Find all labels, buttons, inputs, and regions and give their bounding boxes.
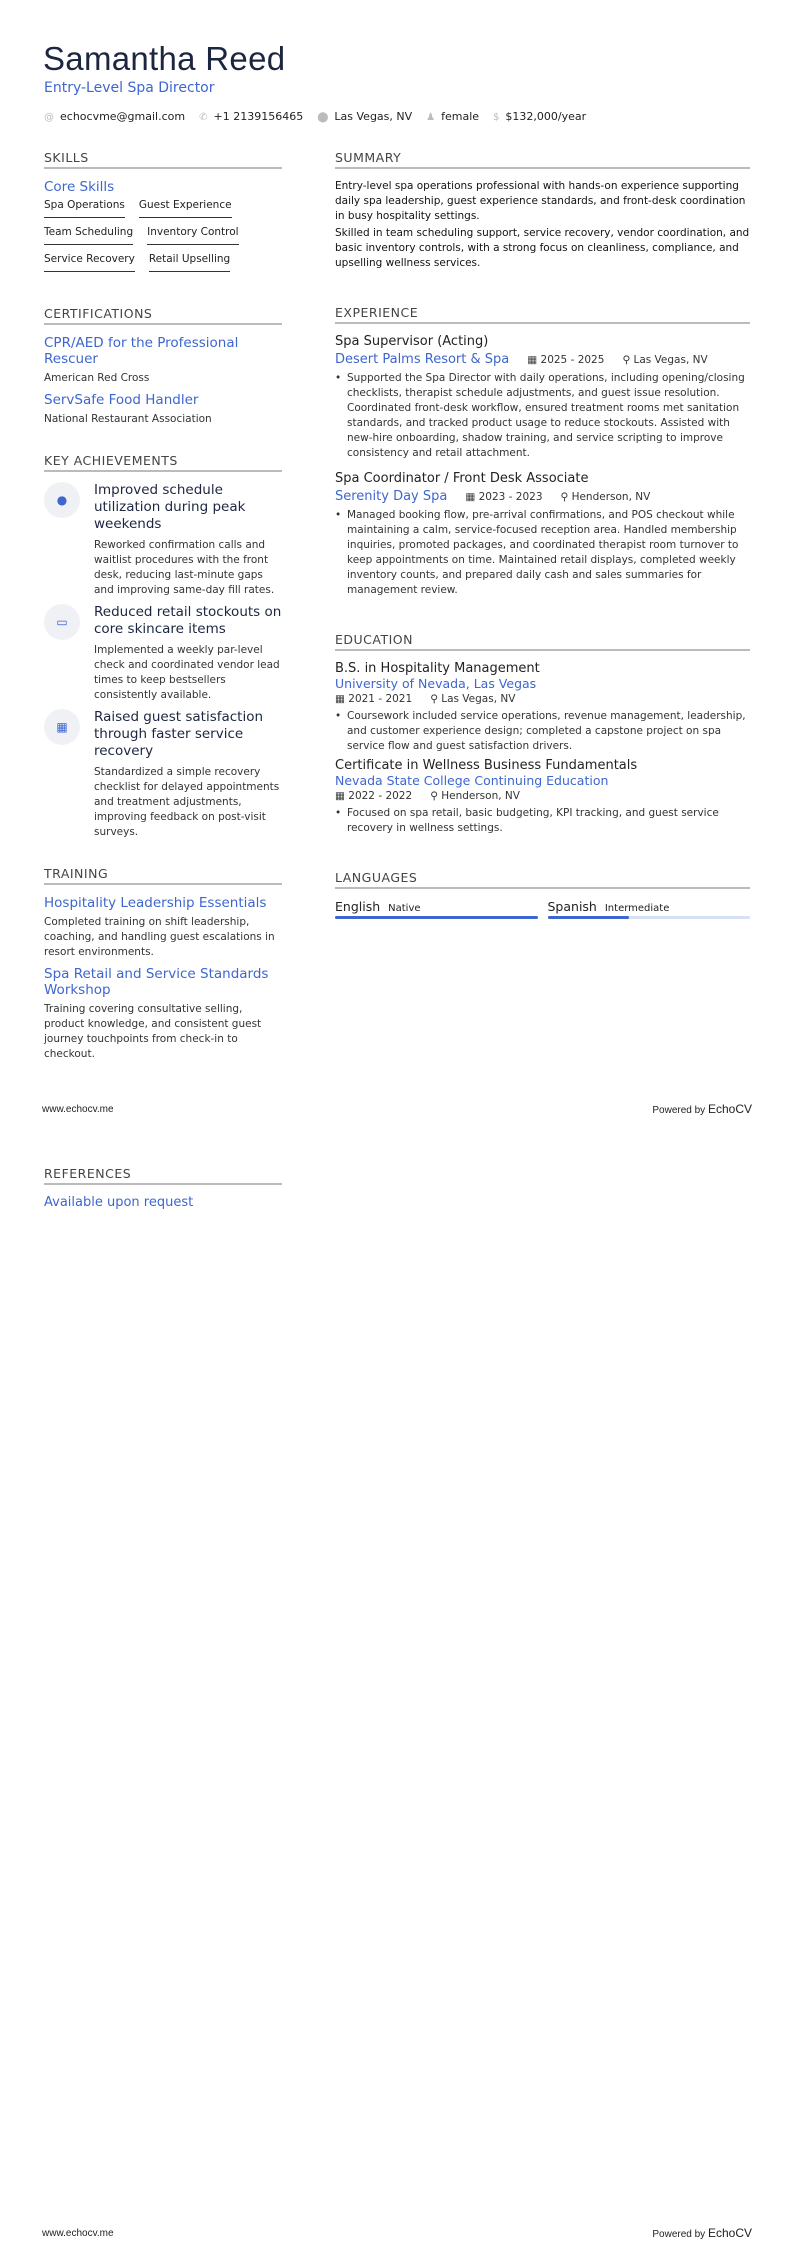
language-bar	[335, 916, 538, 919]
achievement-title: Improved schedule utilization during peak weekends	[94, 482, 246, 532]
language-name: Spanish	[547, 899, 597, 914]
calendar-icon: ▦	[527, 353, 541, 366]
skill-list	[44, 199, 282, 272]
cert-name: CPR/AED for the Professional Rescuer	[44, 335, 239, 367]
achievement-item	[44, 482, 282, 598]
summary-section	[335, 150, 750, 271]
language-bar-fill	[335, 916, 538, 919]
skill-item: Inventory Control	[147, 226, 238, 245]
section-heading: KEY ACHIEVEMENTS	[44, 453, 282, 472]
education-item	[335, 758, 750, 836]
calendar-icon: ▦	[335, 693, 349, 705]
job-location: ⚲ Las Vegas, NV	[622, 353, 708, 366]
achievement-text: Implemented a weekly par-level check and coordinated vendor lead times to keep bestsellers consistently available.	[94, 644, 280, 701]
language-level: Intermediate	[604, 903, 670, 914]
edu-dates: ▦ 2022 - 2022	[335, 790, 413, 802]
achievement-title: Raised guest satisfaction through faster service recovery	[94, 709, 264, 759]
company-name: Serenity Day Spa	[335, 489, 448, 504]
section-heading: LANGUAGES	[335, 870, 750, 889]
calendar-icon: ▦	[44, 709, 80, 745]
references-text: Available upon request	[44, 1195, 194, 1210]
job-bullet: • Managed booking flow, pre-arrival confirmations, and POS checkout while maintaining a calm, service-focused reception area. Handled membership inquiries, promoted packages, and coordinated therapist room turnover to keep appointments on time. Maintained retail displays, completed weekly inventory counts, and prepared daily cash and sales summaries for management review.	[335, 508, 750, 598]
section-heading: TRAINING	[44, 866, 282, 885]
location-icon: ⚲	[560, 490, 572, 503]
references-section	[44, 1166, 282, 1214]
edu-location: ⚲ Las Vegas, NV	[430, 693, 516, 705]
brand-logo: EchoCV	[707, 1102, 752, 1116]
skill-item: Retail Upselling	[149, 253, 230, 272]
footer-url[interactable]: www.echocv.me	[42, 1104, 114, 1115]
degree: B.S. in Hospitality Management	[335, 661, 540, 676]
section-heading: EDUCATION	[335, 632, 750, 651]
calendar-icon: ▦	[465, 490, 479, 503]
job-dates: ▦ 2023 - 2023	[465, 490, 543, 503]
section-heading: CERTIFICATIONS	[44, 306, 282, 325]
achievement-title: Reduced retail stockouts on core skincare items	[94, 604, 282, 637]
footer-url[interactable]: www.echocv.me	[42, 2228, 114, 2239]
job-bullet: • Supported the Spa Director with daily operations, including opening/closing checklists, therapist schedule adjustments, and guest issue resolution. Coordinated front-desk workflow, ensured treatment rooms met sanitation standards, and tracked product usage to reduce stockouts. Assisted with new-hire onboarding, shadow training, and service scripting to improve consistency and retail attachment.	[335, 371, 750, 461]
calendar-icon: ▦	[335, 790, 349, 802]
candidate-title: Entry-Level Spa Director	[44, 80, 215, 96]
edu-location: ⚲ Henderson, NV	[430, 790, 520, 802]
certifications-section	[44, 306, 282, 427]
company-name: Desert Palms Resort & Spa	[335, 352, 510, 367]
experience-item	[335, 471, 750, 598]
education-item	[335, 661, 750, 754]
user-icon: ♟	[426, 112, 436, 123]
footer-powered: Powered by EchoCV	[652, 1102, 752, 1116]
footer-powered: Powered by EchoCV	[652, 2226, 752, 2240]
job-title: Spa Supervisor (Acting)	[335, 334, 489, 349]
cert-issuer: National Restaurant Association	[44, 413, 212, 425]
language-bar	[548, 916, 751, 919]
language-level: Native	[388, 903, 421, 914]
contact-location: ⬤ Las Vegas, NV	[317, 110, 413, 123]
skill-item: Spa Operations	[44, 199, 125, 218]
achievement-item	[44, 709, 282, 840]
edu-bullet: • Focused on spa retail, basic budgeting, KPI tracking, and guest service recovery in wellness settings.	[335, 806, 750, 836]
dollar-icon: $	[493, 112, 500, 123]
location-icon: ⚲	[622, 353, 634, 366]
at-icon: @	[44, 112, 54, 123]
cert-issuer: American Red Cross	[44, 372, 150, 384]
education-section	[335, 632, 750, 836]
section-heading: REFERENCES	[44, 1166, 282, 1185]
training-section	[44, 866, 282, 1062]
contact-bar	[44, 110, 586, 123]
summary-text: Entry-level spa operations professional with hands-on experience supporting daily spa leadership, guest experience standards, and front-desk coordination in busy hospitality settings.	[335, 180, 746, 222]
contact-email: @ echocvme@gmail.com	[44, 110, 186, 123]
contact-salary: $ $132,000/year	[493, 110, 587, 123]
edu-dates: ▦ 2021 - 2021	[335, 693, 413, 705]
achievements-section	[44, 453, 282, 840]
candidate-name: Samantha Reed	[43, 40, 286, 77]
chat-icon: ●	[44, 482, 80, 518]
skill-item: Guest Experience	[139, 199, 232, 218]
summary-text: Skilled in team scheduling support, service recovery, vendor coordination, and basic inventory controls, with a strong focus on cleanliness, compliance, and upselling wellness services.	[335, 227, 750, 269]
skills-section	[44, 150, 282, 272]
achievement-text: Standardized a simple recovery checklist for delayed appointments and treatment adjustments, improving feedback on post-visit surveys.	[94, 766, 280, 838]
section-heading: SUMMARY	[335, 150, 750, 169]
training-text: Training covering consultative selling, product knowledge, and consistent guest journey touchpoints from check-in to checkout.	[44, 1003, 262, 1060]
location-icon: ⬤	[317, 112, 329, 123]
skill-group-title: Core Skills	[44, 179, 115, 195]
contact-phone: ✆ +1 2139156465	[199, 110, 304, 123]
skill-item: Team Scheduling	[44, 226, 133, 245]
left-column	[44, 150, 282, 1088]
languages-section	[335, 870, 750, 919]
job-title: Spa Coordinator / Front Desk Associate	[335, 471, 589, 486]
school: Nevada State College Continuing Education	[335, 773, 609, 788]
language-item	[335, 899, 538, 919]
language-bar-fill	[548, 916, 629, 919]
school: University of Nevada, Las Vegas	[335, 676, 537, 691]
location-icon: ⚲	[430, 693, 442, 705]
cert-name: ServSafe Food Handler	[44, 392, 199, 408]
achievement-text: Reworked confirmation calls and waitlist procedures with the front desk, reducing last-minute gaps and improving same-day fill rates.	[94, 539, 275, 596]
section-heading: SKILLS	[44, 150, 282, 169]
language-name: English	[335, 899, 381, 914]
achievement-item	[44, 604, 282, 703]
experience-item	[335, 334, 750, 461]
edu-bullet: • Coursework included service operations, revenue management, leadership, and customer experience design; completed a capstone project on spa service flow and guest satisfaction drivers.	[335, 709, 750, 754]
section-heading: EXPERIENCE	[335, 305, 750, 324]
skill-item: Service Recovery	[44, 253, 135, 272]
experience-section	[335, 305, 750, 598]
monitor-icon: ▭	[44, 604, 80, 640]
right-column	[335, 150, 750, 945]
training-name: Spa Retail and Service Standards Workshop	[44, 966, 269, 998]
job-location: ⚲ Henderson, NV	[560, 490, 651, 503]
language-item	[548, 899, 751, 919]
location-icon: ⚲	[430, 790, 442, 802]
degree: Certificate in Wellness Business Fundamentals	[335, 758, 638, 773]
brand-logo: EchoCV	[707, 2226, 752, 2240]
contact-gender: ♟ female	[426, 110, 480, 123]
phone-icon: ✆	[199, 112, 208, 123]
training-text: Completed training on shift leadership, coaching, and handling guest escalations in resort environments.	[44, 916, 275, 958]
training-name: Hospitality Leadership Essentials	[44, 895, 267, 911]
job-dates: ▦ 2025 - 2025	[527, 353, 605, 366]
